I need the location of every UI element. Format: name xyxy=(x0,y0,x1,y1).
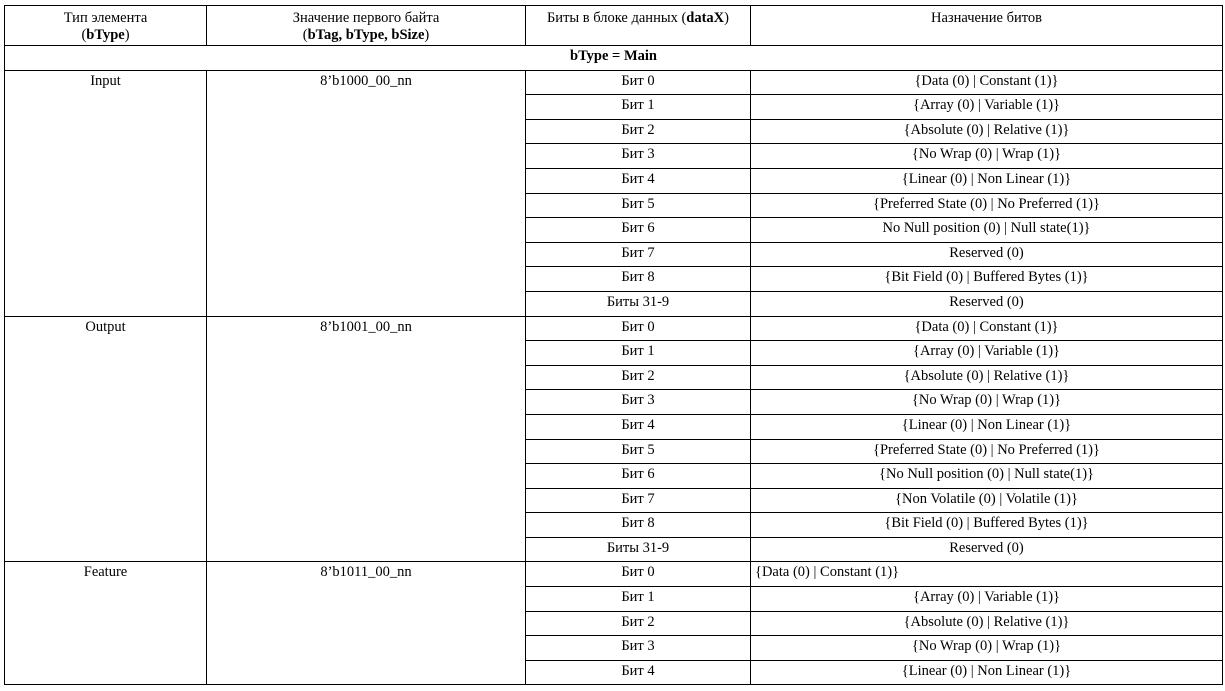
table-row xyxy=(5,70,1223,95)
bit-meaning-cell: {No Wrap (0) | Wrap (1)} xyxy=(751,144,1223,169)
bit-meaning-cell: {Bit Field (0) | Buffered Bytes (1)} xyxy=(751,513,1223,538)
header-data-bits: Биты в блоке данных (dataX) xyxy=(526,6,751,46)
bit-meaning-cell: Reserved (0) xyxy=(751,537,1223,562)
bit-cell: Бит 4 xyxy=(526,660,751,685)
table-row xyxy=(5,316,1223,341)
bit-cell: Биты 31-9 xyxy=(526,291,751,316)
bit-cell: Бит 0 xyxy=(526,70,751,95)
bit-cell: Бит 3 xyxy=(526,144,751,169)
bit-cell: Бит 8 xyxy=(526,267,751,292)
bit-meaning-cell: Reserved (0) xyxy=(751,291,1223,316)
header-bit-purpose: Назначение битов xyxy=(751,6,1223,46)
section-label: bType = Main xyxy=(5,46,1223,71)
header-datax: dataX xyxy=(686,10,725,26)
bit-meaning-cell: {No Null position (0) | Null state(1)} xyxy=(751,464,1223,489)
bit-cell: Биты 31-9 xyxy=(526,537,751,562)
bit-meaning-cell: {Array (0) | Variable (1)} xyxy=(751,587,1223,612)
bit-cell: Бит 0 xyxy=(526,562,751,587)
bit-meaning-cell: {Linear (0) | Non Linear (1)} xyxy=(751,414,1223,439)
bit-cell: Бит 2 xyxy=(526,611,751,636)
bit-meaning-cell: {Preferred State (0) | No Preferred (1)} xyxy=(751,193,1223,218)
header-element-type: Тип элемента (bType) xyxy=(5,6,207,46)
bit-cell: Бит 6 xyxy=(526,464,751,489)
bit-meaning-cell: {Array (0) | Variable (1)} xyxy=(751,95,1223,120)
bit-meaning-cell: {Absolute (0) | Relative (1)} xyxy=(751,119,1223,144)
element-type-cell: Output xyxy=(5,316,207,562)
bit-cell: Бит 7 xyxy=(526,488,751,513)
bit-meaning-cell: {Linear (0) | Non Linear (1)} xyxy=(751,660,1223,685)
bit-cell: Бит 0 xyxy=(526,316,751,341)
table-header-row xyxy=(5,6,1223,46)
bit-meaning-cell: {Non Volatile (0) | Volatile (1)} xyxy=(751,488,1223,513)
bit-meaning-cell: {Preferred State (0) | No Preferred (1)} xyxy=(751,439,1223,464)
header-btype: bType xyxy=(86,27,125,43)
bit-cell: Бит 3 xyxy=(526,636,751,661)
bit-cell: Бит 1 xyxy=(526,95,751,120)
bit-meaning-cell: Reserved (0) xyxy=(751,242,1223,267)
table-row xyxy=(5,562,1223,587)
section-row xyxy=(5,46,1223,71)
bit-meaning-cell: {Array (0) | Variable (1)} xyxy=(751,341,1223,366)
bit-cell: Бит 2 xyxy=(526,119,751,144)
bit-cell: Бит 1 xyxy=(526,341,751,366)
bit-cell: Бит 5 xyxy=(526,193,751,218)
bit-meaning-cell: No Null position (0) | Null state(1)} xyxy=(751,218,1223,243)
bit-cell: Бит 8 xyxy=(526,513,751,538)
hid-main-items-table xyxy=(4,5,1223,685)
bit-meaning-cell: {Linear (0) | Non Linear (1)} xyxy=(751,168,1223,193)
element-type-cell: Input xyxy=(5,70,207,316)
bit-meaning-cell: {Data (0) | Constant (1)} xyxy=(751,562,1223,587)
bit-meaning-cell: {Absolute (0) | Relative (1)} xyxy=(751,611,1223,636)
first-byte-cell: 8’b1011_00_nn xyxy=(207,562,526,685)
header-element-type-label: Тип элемента xyxy=(63,10,148,26)
bit-cell: Бит 3 xyxy=(526,390,751,415)
bit-meaning-cell: {Data (0) | Constant (1)} xyxy=(751,70,1223,95)
bit-meaning-cell: {No Wrap (0) | Wrap (1)} xyxy=(751,390,1223,415)
bit-cell: Бит 4 xyxy=(526,168,751,193)
element-type-cell: Feature xyxy=(5,562,207,685)
bit-cell: Бит 5 xyxy=(526,439,751,464)
first-byte-cell: 8’b1000_00_nn xyxy=(207,70,526,316)
bit-meaning-cell: {Data (0) | Constant (1)} xyxy=(751,316,1223,341)
header-btag-btype-bsize: bTag, bType, bSize xyxy=(307,27,425,43)
bit-meaning-cell: {Absolute (0) | Relative (1)} xyxy=(751,365,1223,390)
bit-cell: Бит 6 xyxy=(526,218,751,243)
header-first-byte-label: Значение первого байта xyxy=(292,10,440,26)
bit-cell: Бит 2 xyxy=(526,365,751,390)
bit-cell: Бит 1 xyxy=(526,587,751,612)
header-first-byte: Значение первого байта (bTag, bType, bSize) xyxy=(207,6,526,46)
first-byte-cell: 8’b1001_00_nn xyxy=(207,316,526,562)
bit-meaning-cell: {No Wrap (0) | Wrap (1)} xyxy=(751,636,1223,661)
bit-meaning-cell: {Bit Field (0) | Buffered Bytes (1)} xyxy=(751,267,1223,292)
bit-cell: Бит 4 xyxy=(526,414,751,439)
bit-cell: Бит 7 xyxy=(526,242,751,267)
